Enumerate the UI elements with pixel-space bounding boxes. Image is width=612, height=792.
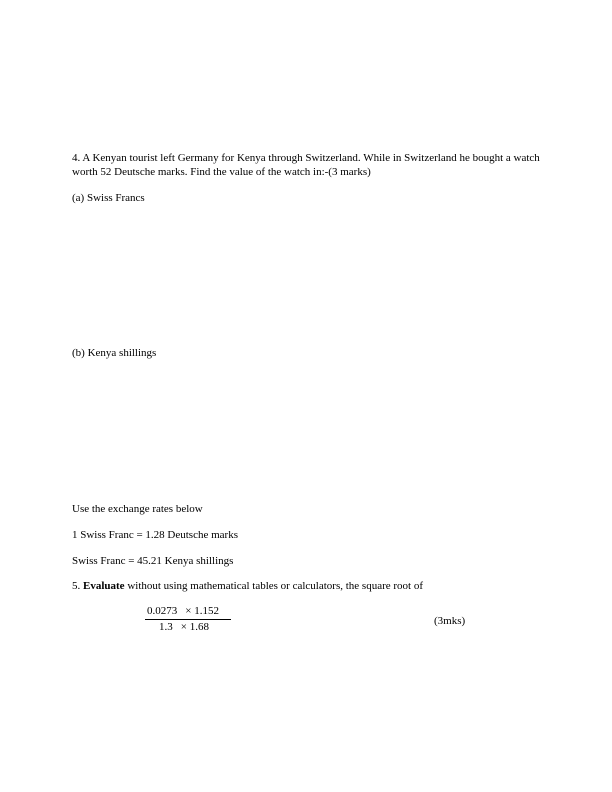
question-5-marks: (3mks) (434, 615, 466, 627)
fraction-denominator (145, 621, 231, 634)
exchange-rate-2: Swiss Franc = 45.21 Kenya shillings (72, 555, 234, 567)
denominator-multiply-sign: × (180, 621, 187, 633)
denominator-term-1: 1.3 (159, 621, 173, 633)
fraction-numerator (145, 605, 231, 618)
question-4-line-2: worth 52 Deutsche marks. Find the value of the watch in:-(3 marks) (72, 166, 371, 178)
fraction-bar (145, 619, 231, 620)
question-4-line-1: 4. A Kenyan tourist left Germany for Kenya through Switzerland. While in Switzerland he bought a watch (72, 152, 540, 164)
question-5-prompt (72, 580, 423, 593)
question-5-number: 5. (72, 580, 81, 592)
question-5-keyword: Evaluate (83, 580, 125, 592)
numerator-term-2: 1.152 (194, 605, 219, 617)
fraction-expression (145, 605, 231, 634)
denominator-term-2: 1.68 (189, 621, 209, 633)
numerator-term-1: 0.0273 (147, 605, 178, 617)
numerator-multiply-sign: × (185, 605, 192, 617)
question-4-part-b: (b) Kenya shillings (72, 347, 157, 359)
question-5-instruction: without using mathematical tables or calculators, the square root of (124, 580, 424, 592)
exchange-rates-intro: Use the exchange rates below (72, 503, 203, 515)
exchange-rate-1: 1 Swiss Franc = 1.28 Deutsche marks (72, 529, 238, 541)
question-4-part-a: (a) Swiss Francs (72, 192, 145, 204)
